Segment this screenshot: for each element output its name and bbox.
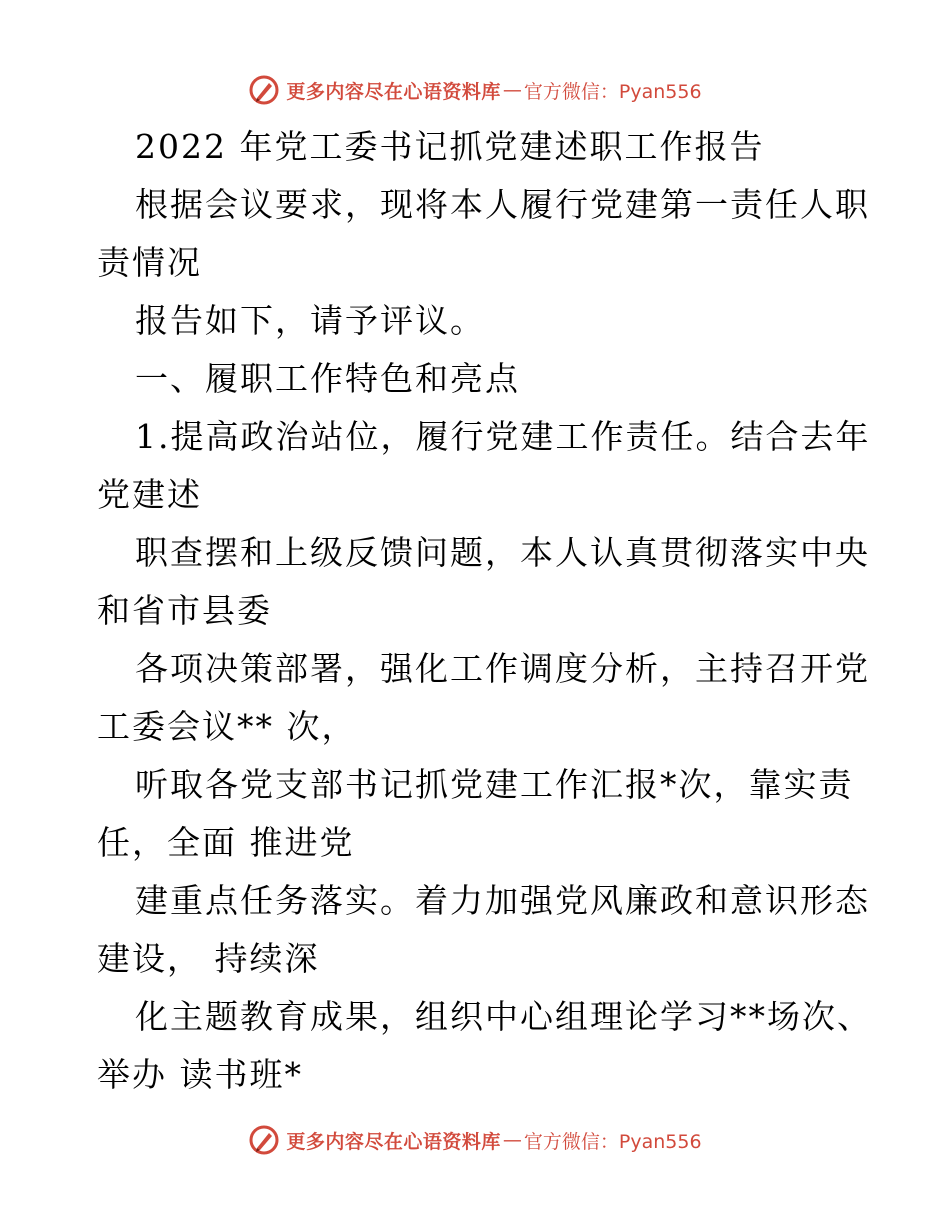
document-line: 任，全面 推进党 bbox=[97, 823, 355, 862]
document-line: 和省市县委 bbox=[97, 591, 272, 630]
footer-watermark bbox=[0, 1120, 950, 1160]
document-body bbox=[97, 118, 872, 1104]
document-line: 举办 读书班* bbox=[97, 1055, 303, 1094]
document-line: 工委会议** 次， bbox=[97, 707, 357, 746]
watermark-brand: 更多内容尽在心语资料库 bbox=[286, 1130, 501, 1153]
document-line: 责情况 bbox=[97, 243, 202, 282]
pen-logo-icon bbox=[248, 74, 280, 106]
watermark-brand: 更多内容尽在心语资料库 bbox=[286, 80, 501, 103]
pen-logo-icon bbox=[248, 1124, 280, 1156]
watermark-wechat: 官方微信：Pyan556 bbox=[523, 1130, 702, 1153]
document-line: 化主题教育成果，组织中心组理论学习**场次、 bbox=[135, 997, 872, 1036]
document-line: 党建述 bbox=[97, 475, 202, 514]
document-line: 1.提高政治站位，履行党建工作责任。结合去年 bbox=[135, 417, 871, 456]
document-line: 各项决策部署，强化工作调度分析，主持召开党 bbox=[135, 649, 870, 688]
document-line: 听取各党支部书记抓党建工作汇报*次，靠实责 bbox=[135, 765, 854, 804]
watermark-dash: — bbox=[502, 79, 522, 101]
document-line: 一、履职工作特色和亮点 bbox=[135, 359, 520, 398]
document-line: 建重点任务落实。着力加强党风廉政和意识形态 bbox=[135, 881, 870, 920]
watermark-dash: — bbox=[502, 1129, 522, 1151]
document-line: 报告如下，请予评议。 bbox=[135, 301, 485, 340]
document-line: 职查摆和上级反馈问题，本人认真贯彻落实中央 bbox=[135, 533, 870, 572]
document-line: 根据会议要求，现将本人履行党建第一责任人职 bbox=[135, 185, 870, 224]
document-line: 2022 年党工委书记抓党建述职工作报告 bbox=[135, 127, 765, 166]
watermark-wechat: 官方微信：Pyan556 bbox=[523, 80, 702, 103]
header-watermark bbox=[0, 70, 950, 110]
document-line: 建设， 持续深 bbox=[97, 939, 320, 978]
